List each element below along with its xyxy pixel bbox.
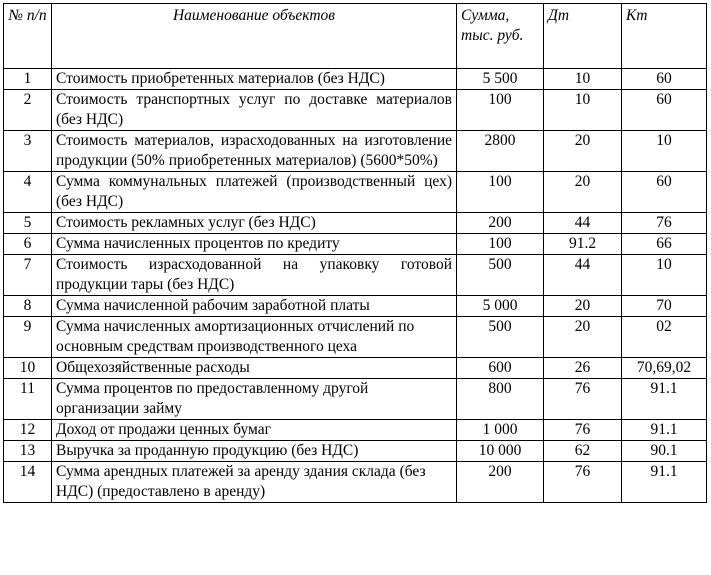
row-number: 13 — [4, 441, 52, 462]
row-credit: 91.1 — [622, 379, 707, 420]
table-row — [4, 296, 707, 317]
header-number: № п/п — [4, 4, 52, 69]
row-name: Сумма коммунальных платежей (производственный цех) (без НДС) — [52, 172, 457, 213]
row-name: Стоимость израсходованной на упаковку готовой продукции тары (без НДС) — [52, 255, 457, 296]
header-debit: Дт — [544, 4, 622, 69]
row-debit: 10 — [544, 90, 622, 131]
row-number: 10 — [4, 358, 52, 379]
row-sum: 100 — [457, 172, 544, 213]
row-credit: 90.1 — [622, 441, 707, 462]
table-row — [4, 441, 707, 462]
table-row — [4, 69, 707, 90]
row-debit: 20 — [544, 131, 622, 172]
row-number: 12 — [4, 420, 52, 441]
row-number: 8 — [4, 296, 52, 317]
accounting-entries-table — [3, 3, 707, 503]
row-sum: 2800 — [457, 131, 544, 172]
row-debit: 62 — [544, 441, 622, 462]
row-debit: 76 — [544, 420, 622, 441]
row-debit: 10 — [544, 69, 622, 90]
table-row — [4, 234, 707, 255]
row-debit: 76 — [544, 462, 622, 503]
row-name: Общехозяйственные расходы — [52, 358, 457, 379]
row-credit: 76 — [622, 213, 707, 234]
row-sum: 10 000 — [457, 441, 544, 462]
row-credit: 10 — [622, 255, 707, 296]
row-name: Выручка за проданную продукцию (без НДС) — [52, 441, 457, 462]
row-name: Стоимость транспортных услуг по доставке материалов (без НДС) — [52, 90, 457, 131]
table-row — [4, 90, 707, 131]
row-credit: 91.1 — [622, 462, 707, 503]
row-number: 5 — [4, 213, 52, 234]
row-sum: 600 — [457, 358, 544, 379]
row-number: 2 — [4, 90, 52, 131]
row-number: 11 — [4, 379, 52, 420]
row-number: 3 — [4, 131, 52, 172]
row-credit: 10 — [622, 131, 707, 172]
row-name: Стоимость материалов, израсходованных на изготовление продукции (50% приобретенных материалов) (5600*50%) — [52, 131, 457, 172]
header-name: Наименование объектов — [52, 4, 457, 69]
table-row — [4, 379, 707, 420]
table-row — [4, 131, 707, 172]
row-sum: 5 500 — [457, 69, 544, 90]
row-sum: 800 — [457, 379, 544, 420]
row-credit: 60 — [622, 172, 707, 213]
row-credit: 70 — [622, 296, 707, 317]
row-sum: 500 — [457, 317, 544, 358]
row-number: 7 — [4, 255, 52, 296]
row-credit: 02 — [622, 317, 707, 358]
row-name: Сумма арендных платежей за аренду здания склада (без НДС) (предоставлено в аренду) — [52, 462, 457, 503]
row-debit: 44 — [544, 213, 622, 234]
row-debit: 91.2 — [544, 234, 622, 255]
row-number: 9 — [4, 317, 52, 358]
row-sum: 100 — [457, 90, 544, 131]
row-credit: 60 — [622, 69, 707, 90]
table-row — [4, 462, 707, 503]
row-credit: 70,69,02 — [622, 358, 707, 379]
row-number: 1 — [4, 69, 52, 90]
header-credit: Кт — [622, 4, 707, 69]
row-debit: 26 — [544, 358, 622, 379]
row-number: 14 — [4, 462, 52, 503]
row-debit: 20 — [544, 317, 622, 358]
table-row — [4, 172, 707, 213]
table-row — [4, 255, 707, 296]
row-credit: 66 — [622, 234, 707, 255]
row-number: 6 — [4, 234, 52, 255]
row-name: Сумма начисленных амортизационных отчислений по основным средствам производственного цеха — [52, 317, 457, 358]
row-name: Сумма начисленных процентов по кредиту — [52, 234, 457, 255]
row-sum: 200 — [457, 213, 544, 234]
header-sum: Сумма, тыс. руб. — [457, 4, 544, 69]
row-name: Сумма начисленной рабочим заработной платы — [52, 296, 457, 317]
table-row — [4, 358, 707, 379]
row-name: Стоимость рекламных услуг (без НДС) — [52, 213, 457, 234]
row-debit: 20 — [544, 296, 622, 317]
table-row — [4, 420, 707, 441]
row-number: 4 — [4, 172, 52, 213]
row-credit: 91.1 — [622, 420, 707, 441]
row-name: Сумма процентов по предоставленному другой организации займу — [52, 379, 457, 420]
table-row — [4, 317, 707, 358]
row-debit: 20 — [544, 172, 622, 213]
row-sum: 500 — [457, 255, 544, 296]
row-name: Доход от продажи ценных бумаг — [52, 420, 457, 441]
row-credit: 60 — [622, 90, 707, 131]
header-row — [4, 4, 707, 69]
row-sum: 1 000 — [457, 420, 544, 441]
row-sum: 200 — [457, 462, 544, 503]
table-row — [4, 213, 707, 234]
row-sum: 100 — [457, 234, 544, 255]
row-sum: 5 000 — [457, 296, 544, 317]
row-name: Стоимость приобретенных материалов (без НДС) — [52, 69, 457, 90]
row-debit: 44 — [544, 255, 622, 296]
row-debit: 76 — [544, 379, 622, 420]
